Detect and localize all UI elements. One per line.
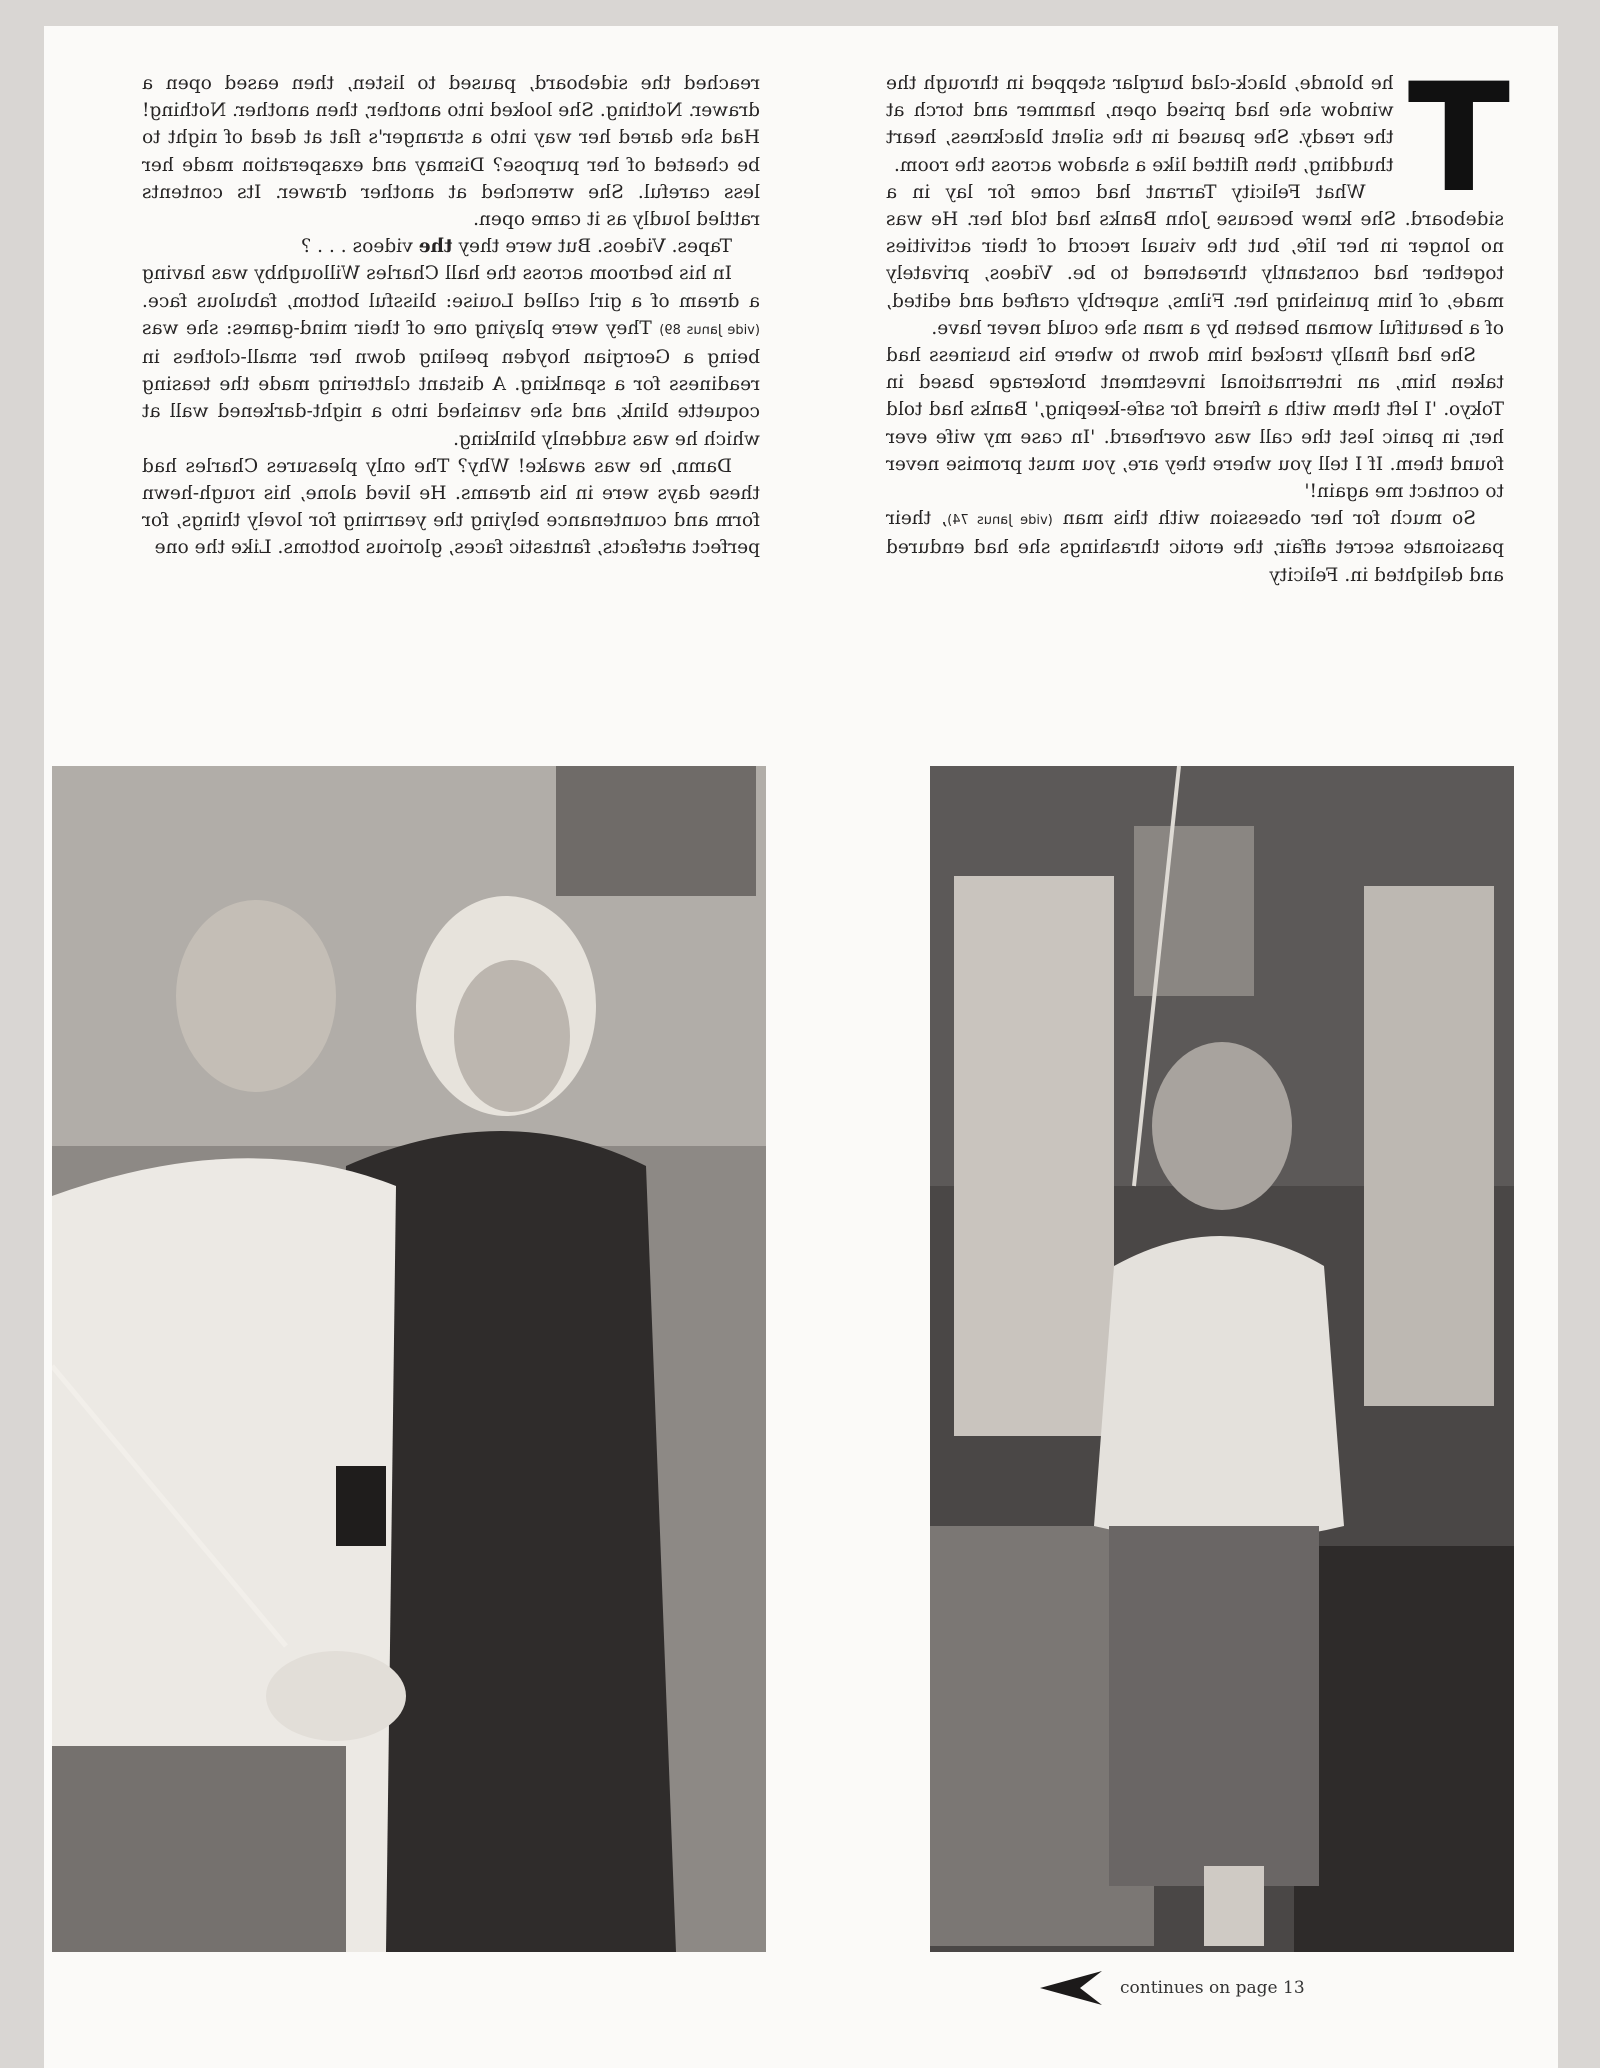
- photo-man-with-cane: [930, 766, 1514, 1952]
- paragraph: So much for her obsession with this man (vide Janus 74), their passionate secret affair, the erotic thrashings she had endured and delighted in. Felicity: [885, 508, 1504, 586]
- continues-on-page-text: continues on page 13: [1120, 1978, 1305, 1998]
- paragraph: In his bedroom across the hall Charles Willoughby was having a dream of a girl called Louise: blissful bottom, fabulous face. (vide Janus 89) They were playing one of their mind-games: she was being a Georgian hoyden peeling down her small-clothes in readiness for a spanking. A distant clattering made the teasing coquette blink, and she vanished into a night-darkened wall at which he was suddenly blinking.: [141, 263, 760, 450]
- continuation-footer: [1040, 1968, 1460, 2008]
- photo-couple-with-torch: [52, 766, 766, 1952]
- article-column-right: [142, 70, 760, 562]
- photo-couple-with-torch-image: [52, 766, 766, 1952]
- paragraph: Tapes. Videos. But were they the videos . . . ?: [301, 236, 732, 258]
- paragraph: Damn, he was awake! Why? The only pleasures Charles had these days were in his dreams. He lived alone, his rough-hewn form and countenance belying the yearning for lovely things, for perfect artefacts, fantastic faces, glorious bottoms. Like the one: [142, 455, 760, 559]
- paragraph: What Felicity Tarrant had come for lay in a sideboard. She knew because John Banks had told her. He was no longer in her life, but the visual record of their activities together had constantly threatened to be. Videos, privately made, of him punishing her. Films, superbly crafted and edited, of a beautiful woman beaten by a man she could never have.: [886, 181, 1504, 339]
- article-column-left: [885, 52, 1510, 589]
- photo-man-with-cane-image: [930, 766, 1514, 1952]
- paragraph: T he blonde, black-clad burglar stepped in through the window she had prised open, hammer and torch at the ready. She paused in the silent blackness, heart thudding, then flitted like a shadow across the room.: [886, 52, 1510, 226]
- paragraph: She had finally tracked him down to where his business had taken him, an international investment brokerage based in Tokyo. 'I left them with a friend for safe-keeping,' Banks had told her, in panic lest the call was overheard. 'In case my wife ever found them. If I tell you where they are, you must promise never to contact me again!': [886, 345, 1504, 503]
- cross-reference: (vide Janus 89): [659, 322, 760, 338]
- dropcap-letter: T: [1407, 52, 1510, 226]
- paragraph: reached the sideboard, paused to listen, then eased open a drawer. Nothing. She looked into another, then another. Nothing! Had she dared her way into a stranger's flat at dead of night to be cheated of her purpose? Dismay and exasperation made her less careful. She wrenched at another drawer. Its contents rattled loudly as it came open.: [142, 73, 760, 231]
- cross-reference: (vide Janus 74): [947, 513, 1053, 529]
- arrow-left-icon: [1040, 1971, 1102, 2005]
- mirrored-sheet: [44, 26, 1558, 2068]
